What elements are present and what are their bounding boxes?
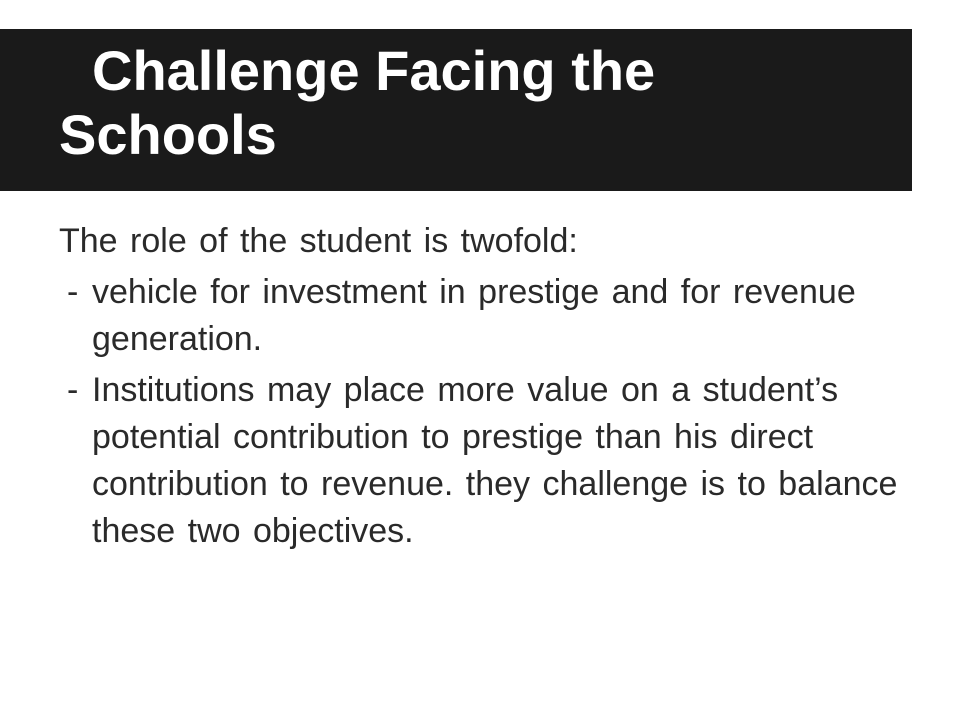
bullet-item: [59, 367, 919, 555]
dash-marker: -: [67, 371, 79, 409]
slide-body: [59, 218, 919, 559]
dash-marker: -: [67, 273, 79, 311]
bullet-item: [59, 269, 919, 363]
bullet-text: vehicle for investment in prestige and for revenue generation.: [92, 273, 856, 358]
bullet-text: Institutions may place more value on a student’s potential contribution to prestige than his direct contribution to revenue. they challenge is to balance these two objectives.: [92, 371, 898, 550]
intro-text: The role of the student is twofold:: [59, 222, 578, 260]
slide-title: Challenge Facing the Schools: [59, 39, 656, 166]
